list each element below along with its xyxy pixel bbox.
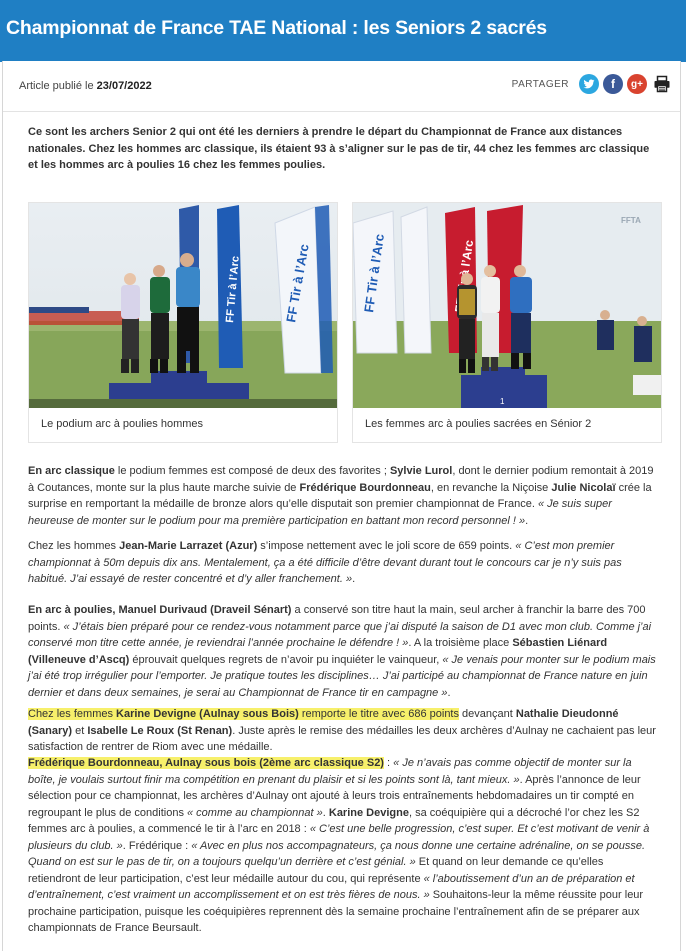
p5-h: , sa coéquipière qui a décroché l’or chez les S2 femmes arc à poulies, a commencé le tir à l’arc en 2018 : (28, 806, 640, 835)
p2-c: s’impose nettement avec le joli score de 659 points. (257, 540, 516, 552)
p4-f: et (72, 724, 88, 737)
p5-c: « Je n’avais pas comme objectif de monter sur la boîte, je voulais surtout finir ma compétition en prenant du plaisir et si les points sont là, tant mieux. » (28, 757, 632, 786)
p1-h: crée la surprise en remportant la médaille de bronze alors qu’elle disputait son premier championnat de France. (28, 481, 652, 510)
flag-text: FF Tir à l’Arc (283, 242, 312, 324)
p4-a: Chez les femmes (28, 708, 117, 720)
svg-text:FF Tir à l’Arc: FF Tir à l’Arc (224, 255, 242, 324)
p1-e: Frédérique Bourdonneau (299, 481, 431, 494)
p3-g: « Je venais pour monter sur le podium mais j’ai été trop irrégulier pour l’emporter. Je pratique toutes les disciplines… J’ai participé au championnat de France nature en juin dernier et dans deux semaines, je serai au Championnat de France tir en campagne » (28, 653, 656, 699)
google-plus-icon[interactable]: g+ (627, 74, 647, 94)
p4-b: Karine Devigne (Aulnay sous Bois) (116, 708, 299, 720)
facebook-icon[interactable]: f (603, 74, 623, 94)
p5-b: : (383, 757, 394, 769)
p4-e: Nathalie Dieudonné (Sanary) (28, 708, 619, 737)
p5-d: . Après l’annonce de leur sélection pour ce championnat, les archères d’Aulnay ont ajouté à leurs trois entraînements hebdomadaires un tir compté en regroupant le plus de conditions (28, 773, 641, 819)
p3-e: Sébastien Liénard (Villeneuve d’Ascq) (28, 637, 608, 666)
published-label: Article publié le (19, 80, 94, 92)
share-label: PARTAGER (511, 78, 569, 90)
p1-c: Sylvie Lurol (389, 465, 453, 477)
p1-f: , en revanche la Niçoise (430, 481, 552, 494)
p1-a: En arc classique (28, 465, 115, 477)
p1-j: . (525, 514, 529, 527)
article-header (0, 0, 686, 62)
p5-n: Souhaitons-leur la même réussite pour leur prochaine participation, puisque les coéquipières reprennent dès la semaine prochaine l’entraînement afin de se préparer aux championnats de France Beursault. (28, 889, 644, 934)
page-title: Championnat de France TAE National : les Seniors 2 sacrés (6, 17, 547, 39)
p3-f: éprouvait quelques regrets de n’avoir pu inquiéter le vainqueur, (129, 653, 443, 666)
p4-g: Isabelle Le Roux (St Renan) (87, 724, 233, 737)
article-meta-bar (3, 61, 680, 112)
p5-l: Et quand on leur demande ce qu’elles retiendront de leur participation, c’est leur médaille autour du cou, qui représente (28, 856, 604, 885)
paragraph-men-recurve (28, 538, 658, 588)
photo-card-men-compound (28, 202, 338, 443)
paragraph-compound (28, 602, 658, 701)
svg-text:FF Tir à l’Arc: FF Tir à l’Arc (361, 232, 387, 314)
photo-caption: Les femmes arc à poulies sacrées en Sénior 2 (365, 418, 592, 430)
p3-c: « J’étais bien préparé pour ce rendez-vous notamment parce que j’ai disputé la saison de D1 avec mon club. Comme j’ai conservé mon titre cette année, je reviendrai l’année prochaine le défendre ! » (28, 620, 652, 649)
p3-b: a conservé son titre haut la main, seul archer à franchir la barre des 700 points. (28, 604, 646, 633)
paragraph-recurve (28, 463, 658, 529)
p1-g: Julie Nicolaï (551, 481, 616, 494)
intro-paragraph: Ce sont les archers Senior 2 qui ont été les derniers à prendre le départ du Championnat de France aux distances nationales. Chez les hommes arc classique, ils étaient 93 à s’aligner sur le pas de tir, 44 chez les femmes arc classique et les hommes arc à poulies 16 chez les femmes poulies. (28, 126, 650, 171)
p4-c: remporte le titre avec 686 points (298, 708, 459, 720)
photo-caption: Le podium arc à poulies hommes (41, 418, 204, 430)
paragraph-interviews (28, 755, 658, 937)
twitter-icon[interactable] (579, 74, 599, 94)
print-icon[interactable] (652, 74, 672, 94)
p5-i: « C’est une belle progression, c’est super. Et c’est motivant de venir à plusieurs du club. » (28, 823, 650, 852)
p4-d: devançant (459, 708, 516, 720)
p1-d: , dont le dernier podium remontait à 2019 à Coutances, monte sur la plus haute marche suivie de (28, 465, 654, 494)
p3-a: En arc à poulies, Manuel Durivaud (Draveil Sénart) (28, 604, 292, 616)
published-date: 23/07/2022 (96, 80, 152, 92)
p1-b: le podium femmes est composé de deux des favorites ; (114, 465, 390, 477)
share-bar (512, 74, 672, 94)
p1-i: « Je suis super heureuse de monter sur le podium pour ma première participation en battant mon record personnel ! » (28, 498, 612, 527)
publication-info (19, 80, 152, 92)
podium-number: 1 (500, 397, 505, 406)
photo-card-women-compound (352, 202, 662, 443)
podium-women-photo (353, 203, 661, 408)
p5-e: « comme au championnat » (187, 806, 323, 819)
p3-h: . (447, 686, 451, 699)
p5-a: Frédérique Bourdonneau, Aulnay sous bois (2ème arc classique S2) (28, 757, 384, 769)
podium-men-photo (29, 203, 337, 408)
p5-g: Karine Devigne (328, 806, 409, 819)
p5-j: . Frédérique : (122, 839, 192, 852)
p3-d: . A la troisième place (408, 637, 513, 649)
p2-d: « C’est mon premier championnat à 50m depuis dix ans. Mentalement, ça a été difficile d’être devant durant tout le concours car je n’y suis pas habitué. J’ai essayé de rester concentré et d’y aller franchement. » (28, 540, 622, 585)
logo-text: FFTA (621, 216, 641, 225)
p5-k: « Avec en plus nos accompagnateurs, ça nous donne une certaine adrénaline, on se pousse. Quand on est sur le pas de tir, on a toujours quelqu’un derrière et c’est génial. » (28, 839, 646, 868)
p5-m: « l’aboutissement d’un an de préparation et d’entraînement, c’est vraiment un accomplissement et on est très fières de nous. » (28, 872, 635, 901)
p2-a: Chez les hommes (28, 540, 120, 552)
svg-text:FF Tir à l’Arc: à l’Arc (457, 239, 477, 278)
p5-f: . (322, 806, 329, 819)
p2-b: Jean-Marie Larrazet (Azur) (119, 540, 258, 552)
paragraph-women-compound (28, 706, 658, 756)
p4-h: . Juste après le remise des médailles les deux archères d’Aulnay ne cachaient pas leur satisfaction de rentrer de Riom avec une médaille. (28, 724, 656, 753)
p2-e: . (352, 573, 356, 585)
